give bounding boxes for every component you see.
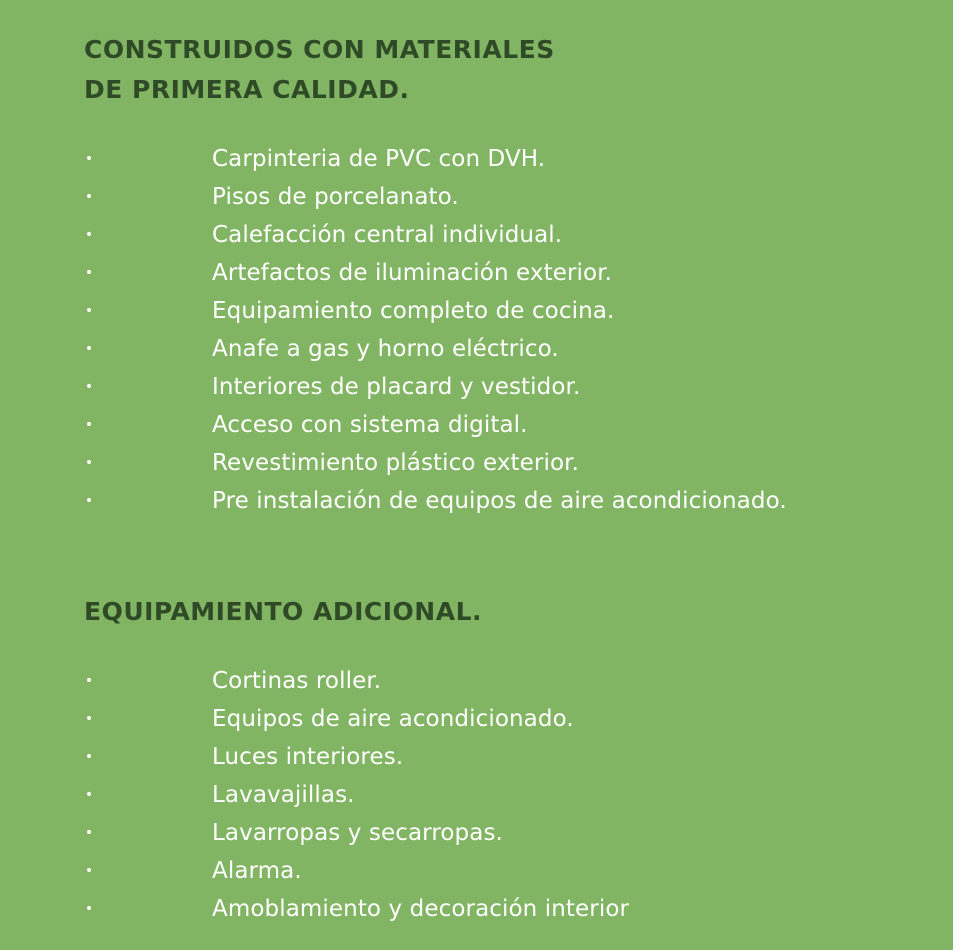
list-item [0,890,953,928]
list-item-text: Acceso con sistema digital. [212,412,528,438]
list-item-text: Revestimiento plástico exterior. [212,450,579,476]
bullet-icon: • [84,749,94,765]
list-item [0,814,953,852]
bullet-icon: • [84,493,94,509]
bullet-icon: • [84,901,94,917]
bullet-icon: • [84,787,94,803]
heading-line-2: DE PRIMERA CALIDAD. [84,75,410,104]
list-item-text: Alarma. [212,858,302,884]
section-materials [0,30,953,520]
list-item [0,738,953,776]
list-item-text: Anafe a gas y horno eléctrico. [212,336,559,362]
bullet-icon: • [84,417,94,433]
bullet-icon: • [84,455,94,471]
section-heading-materials [0,30,953,110]
list-item-text: Amoblamiento y decoración interior [212,896,630,922]
bullet-icon: • [84,379,94,395]
list-item [0,482,953,520]
bullet-icon: • [84,341,94,357]
bullet-icon: • [84,825,94,841]
list-item [0,140,953,178]
section-additional-equipment [0,592,953,928]
list-item-text: Lavarropas y secarropas. [212,820,503,846]
bullet-icon: • [84,863,94,879]
list-item-text: Interiores de placard y vestidor. [212,374,581,400]
list-item-text: Equipos de aire acondicionado. [212,706,574,732]
bullet-icon: • [84,151,94,167]
bullet-icon: • [84,711,94,727]
list-item-text: Carpinteria de PVC con DVH. [212,146,546,172]
list-item-text: Lavavajillas. [212,782,355,808]
list-item [0,444,953,482]
materials-list [0,140,953,520]
list-item-text: Calefacción central individual. [212,222,563,248]
list-item [0,292,953,330]
list-item-text: Equipamiento completo de cocina. [212,298,615,324]
bullet-icon: • [84,189,94,205]
list-item [0,700,953,738]
equipment-list [0,662,953,928]
list-item [0,178,953,216]
list-item [0,662,953,700]
list-item-text: Luces interiores. [212,744,404,770]
list-item [0,330,953,368]
list-item [0,368,953,406]
list-item [0,254,953,292]
list-item [0,776,953,814]
list-item-text: Pre instalación de equipos de aire acondicionado. [212,488,787,514]
list-item-text: Pisos de porcelanato. [212,184,459,210]
list-item-text: Artefactos de iluminación exterior. [212,260,613,286]
list-item-text: Cortinas roller. [212,668,382,694]
bullet-icon: • [84,673,94,689]
list-item [0,852,953,890]
list-item [0,406,953,444]
heading-line: EQUIPAMIENTO ADICIONAL. [84,597,482,626]
bullet-icon: • [84,227,94,243]
section-heading-additional-equipment [0,592,953,632]
heading-line-1: CONSTRUIDOS CON MATERIALES [84,35,555,64]
bullet-icon: • [84,303,94,319]
list-item [0,216,953,254]
bullet-icon: • [84,265,94,281]
